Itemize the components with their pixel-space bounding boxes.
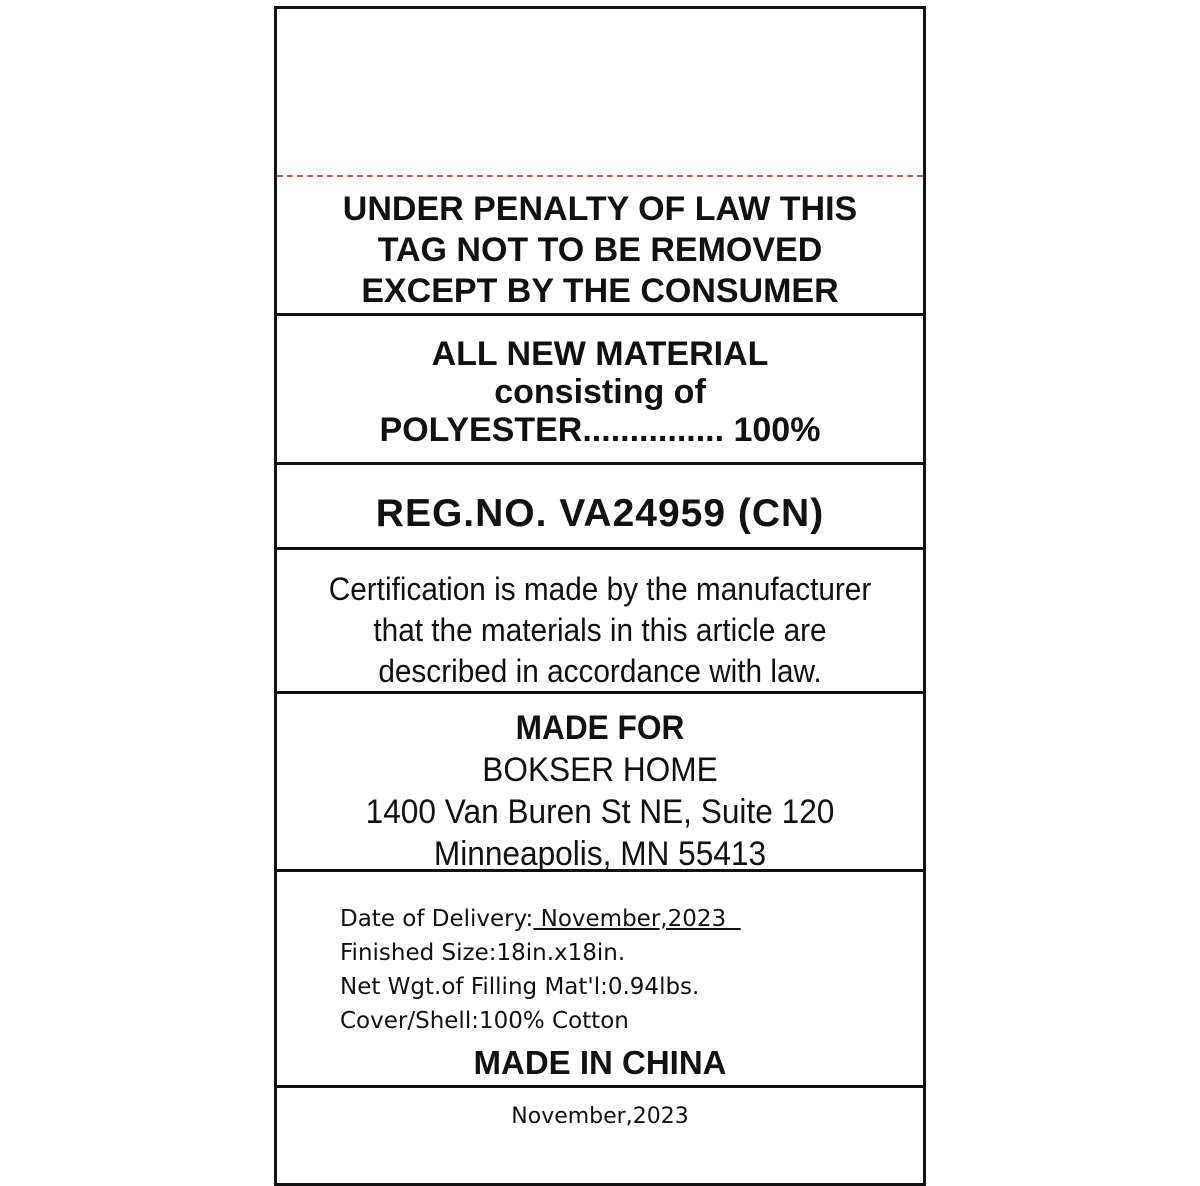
- warning-line-1: UNDER PENALTY OF LAW THIS: [342, 190, 858, 228]
- street-address: 1400 Van Buren St NE, Suite 120: [365, 793, 835, 831]
- divider: [277, 869, 923, 872]
- city-state-zip: Minneapolis, MN 55413: [433, 835, 767, 873]
- delivery-date-value: November,2023: [533, 906, 741, 932]
- material-line-1: ALL NEW MATERIAL: [431, 335, 769, 373]
- product-details: [340, 902, 741, 1038]
- cover-shell: Cover/Shell:100% Cotton: [340, 1008, 629, 1034]
- company-name: BOKSER HOME: [482, 751, 718, 789]
- cert-line-1: Certification is made by the manufacturer: [328, 571, 872, 607]
- divider: [277, 547, 923, 550]
- delivery-date-label: Date of Delivery:: [340, 906, 534, 932]
- made-for-block: [300, 707, 901, 875]
- divider: [277, 462, 923, 465]
- certification-statement: [300, 569, 901, 692]
- divider: [277, 313, 923, 316]
- divider: [277, 691, 923, 694]
- cert-line-3: described in accordance with law.: [378, 653, 822, 689]
- made-for-heading: MADE FOR: [515, 709, 685, 747]
- footer-date: November,2023: [511, 1104, 689, 1129]
- divider: [277, 1085, 923, 1088]
- warning-line-2: TAG NOT TO BE REMOVED: [377, 231, 823, 269]
- material-line-3: POLYESTER............... 100%: [379, 411, 821, 449]
- law-tag: [274, 6, 926, 1186]
- cert-line-2: that the materials in this article are: [373, 612, 827, 648]
- warning-line-3: EXCEPT BY THE CONSUMER: [361, 272, 839, 310]
- law-warning: [277, 189, 923, 312]
- delivery-date-row: [340, 902, 741, 936]
- registration-number: REG.NO. VA24959 (CN): [375, 492, 825, 535]
- finished-size: Finished Size:18in.x18in.: [340, 940, 626, 966]
- net-weight: Net Wgt.of Filling Mat'l:0.94lbs.: [340, 974, 700, 1000]
- material-content: [277, 335, 923, 449]
- country-of-origin: MADE IN CHINA: [473, 1044, 727, 1081]
- material-line-2: consisting of: [494, 373, 706, 411]
- cut-line: [277, 175, 923, 177]
